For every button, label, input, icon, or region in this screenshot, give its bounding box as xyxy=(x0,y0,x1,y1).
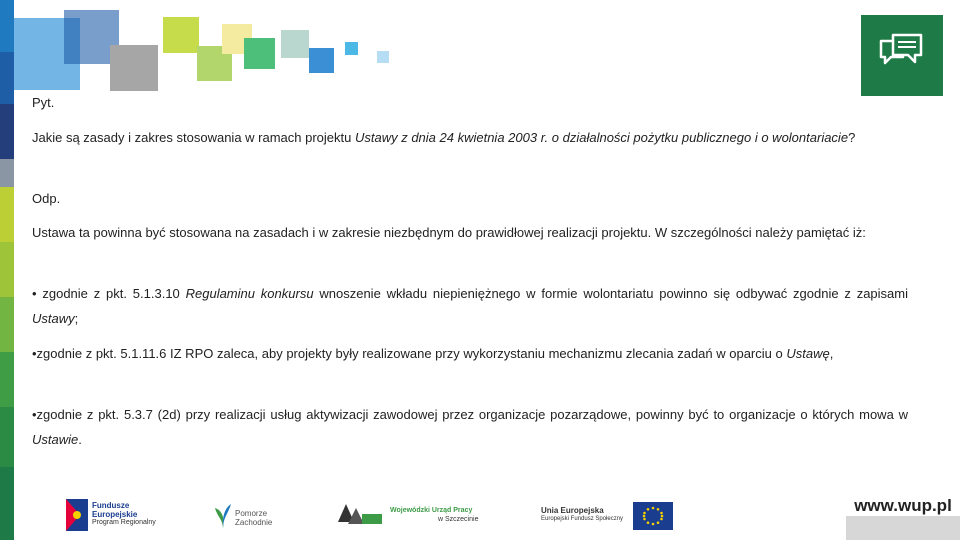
fe-line3: Program Regionalny xyxy=(92,519,156,526)
website-url-text[interactable]: www.wup.pl xyxy=(846,496,960,516)
fe-flag-icon xyxy=(66,499,88,531)
question-text: Jakie są zasady i zakres stosowania w ramach projektu Ustawy z dnia 24 kwietnia 2003 r. o działalności pożytku publicznego i o wolontariacie? xyxy=(32,130,856,145)
question-label: Pyt. xyxy=(32,95,55,110)
bullet-item-3: •zgodnie z pkt. 5.3.7 (2d) przy realizacji usług aktywizacji zawodowej przez organizacje pozarządowe, powinny być to organizacje o których mowa w Ustawie. xyxy=(32,407,908,447)
ue-line1: Unia Europejska xyxy=(541,506,604,515)
answer-label: Odp. xyxy=(32,191,61,206)
fe-line1: Fundusze xyxy=(92,501,130,510)
wup-line2: w Szczecinie xyxy=(438,516,479,523)
speech-bubbles-icon xyxy=(877,31,927,81)
unia-europejska-logo xyxy=(541,502,676,532)
website-url[interactable] xyxy=(846,496,960,540)
ue-line2: Europejski Fundusz Społeczny xyxy=(541,516,624,522)
wup-szczecin-logo xyxy=(338,500,483,530)
left-color-stripe xyxy=(0,0,14,540)
eu-flag-icon xyxy=(633,502,673,530)
leaf-icon xyxy=(213,502,233,530)
pomorze-line2: Zachodnie xyxy=(235,518,273,527)
wup-line1: Wojewódzki Urząd Pracy xyxy=(390,507,473,514)
bullet-item-2: •zgodnie z pkt. 5.1.11.6 IZ RPO zaleca, aby projekty były realizowane przy wykorzystaniu mechanizmu zlecania zadań w oparciu o Ustawę, xyxy=(32,346,834,361)
fundusze-europejskie-logo xyxy=(66,497,166,533)
fe-line2: Europejskie xyxy=(92,510,138,519)
chat-icon-box xyxy=(861,15,943,96)
pomorze-zachodnie-logo xyxy=(213,500,283,532)
wup-emblem-icon xyxy=(338,500,386,528)
bullet-item-1: • zgodnie z pkt. 5.1.3.10 Regulaminu konkursu wnoszenie wkładu niepieniężnego w formie wolontariatu powinno się odbywać zgodnie z zapisami Ustawy; xyxy=(32,286,908,326)
answer-intro: Ustawa ta powinna być stosowana na zasadach i w zakresie niezbędnym do prawidłowej realizacji projektu. W szczególności należy pamiętać iż: xyxy=(32,225,866,240)
pomorze-line1: Pomorze xyxy=(235,509,268,518)
